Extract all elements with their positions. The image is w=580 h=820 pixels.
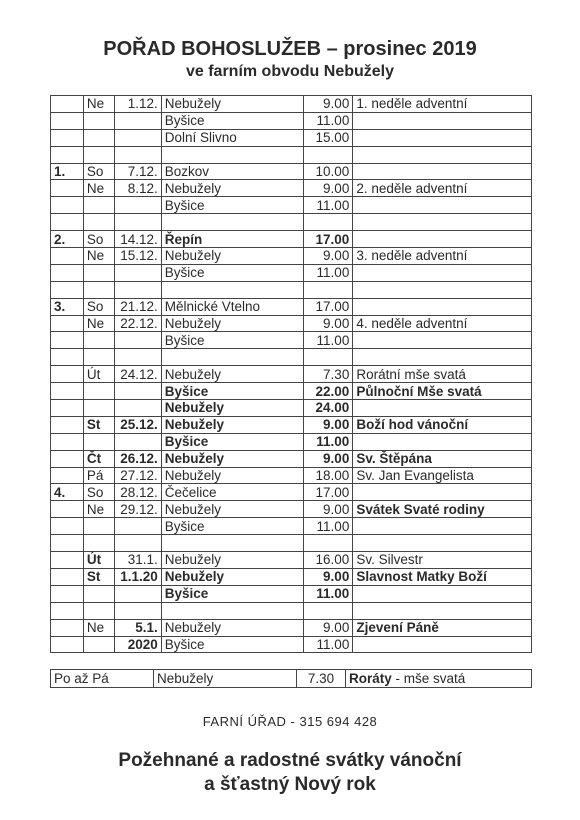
schedule-note [353,146,532,163]
schedule-row [51,433,532,450]
schedule-day: Út [83,366,114,383]
schedule-time: 11.00 [304,518,353,535]
schedule-date [114,383,161,400]
rorate-note [346,670,532,688]
schedule-note [353,129,532,146]
schedule-note: 1. neděle adventní [353,96,532,113]
schedule-week [51,180,84,197]
schedule-date [114,264,161,281]
schedule-week [51,112,84,129]
schedule-note: Rorátní mše svatá [353,366,532,383]
rorate-table [50,669,532,688]
schedule-day [83,602,114,619]
schedule-place [161,349,304,366]
schedule-note [353,433,532,450]
schedule-note [353,112,532,129]
schedule-date [114,146,161,163]
schedule-week [51,416,84,433]
greeting-line-2: a šťastný Nový rok [204,774,376,795]
schedule-time: 17.00 [304,231,353,248]
schedule-day: So [83,298,114,315]
schedule-week [51,501,84,518]
schedule-row [51,400,532,417]
schedule-date [114,535,161,552]
schedule-day [83,535,114,552]
schedule-day: Ne [83,248,114,265]
schedule-week [51,315,84,332]
schedule-week [51,568,84,585]
rorate-days: Po až Pá [51,670,154,688]
schedule-row [51,96,532,113]
schedule-week: 4. [51,484,84,501]
schedule-week [51,450,84,467]
schedule-time: 11.00 [304,433,353,450]
schedule-time: 9.00 [304,315,353,332]
schedule-week [51,383,84,400]
schedule-place: Byšice [161,264,304,281]
schedule-day: Ne [83,619,114,636]
schedule-day: So [83,231,114,248]
schedule-row [51,467,532,484]
parish-office-contact: FARNÍ ÚŘAD - 315 694 428 [202,714,378,729]
schedule-time: 9.00 [304,619,353,636]
schedule-time: 9.00 [304,248,353,265]
schedule-row [51,315,532,332]
schedule-week [51,214,84,231]
schedule-place: Nebužely [161,400,304,417]
schedule-place: Nebužely [161,552,304,569]
schedule-day: Ne [83,501,114,518]
schedule-place: Nebužely [161,619,304,636]
schedule-row [51,518,532,535]
schedule-row [51,450,532,467]
schedule-time: 7.30 [304,366,353,383]
schedule-week [51,400,84,417]
schedule-row [51,501,532,518]
schedule-place: Nebužely [161,467,304,484]
schedule-body [51,96,532,653]
schedule-note [353,484,532,501]
schedule-day: Út [83,552,114,569]
schedule-date: 15.12. [114,248,161,265]
schedule-day: Ne [83,180,114,197]
schedule-date: 5.1. [114,619,161,636]
schedule-note [353,636,532,653]
schedule-place [161,281,304,298]
schedule-day: St [83,416,114,433]
schedule-row [51,281,532,298]
schedule-date: 1.1.20 [114,568,161,585]
schedule-week [51,129,84,146]
schedule-note [353,518,532,535]
schedule-place: Byšice [161,112,304,129]
schedule-note [353,400,532,417]
schedule-week [51,518,84,535]
schedule-time [304,281,353,298]
schedule-note: 4. neděle adventní [353,315,532,332]
schedule-time: 11.00 [304,112,353,129]
schedule-week [51,332,84,349]
schedule-date: 25.12. [114,416,161,433]
schedule-date [114,281,161,298]
schedule-week [51,535,84,552]
schedule-day: Čt [83,450,114,467]
schedule-week [51,585,84,602]
schedule-place: Byšice [161,383,304,400]
schedule-note [353,281,532,298]
schedule-place [161,602,304,619]
schedule-table [50,95,532,653]
schedule-place: Nebužely [161,366,304,383]
schedule-note: Boží hod vánoční [353,416,532,433]
schedule-place: Byšice [161,585,304,602]
schedule-row [51,146,532,163]
schedule-date [114,332,161,349]
schedule-place [161,535,304,552]
schedule-place: Byšice [161,332,304,349]
schedule-note: Půlnoční Mše svatá [353,383,532,400]
schedule-place: Bozkov [161,163,304,180]
schedule-day [83,585,114,602]
schedule-row [51,112,532,129]
schedule-date: 24.12. [114,366,161,383]
schedule-week [51,146,84,163]
schedule-week [51,636,84,653]
schedule-row [51,535,532,552]
schedule-place: Řepín [161,231,304,248]
schedule-place: Nebužely [161,96,304,113]
schedule-note [353,231,532,248]
schedule-time [304,535,353,552]
schedule-row [51,264,532,281]
schedule-time: 9.00 [304,416,353,433]
schedule-place: Nebužely [161,248,304,265]
schedule-day [83,264,114,281]
schedule-place: Nebužely [161,501,304,518]
schedule-time: 11.00 [304,264,353,281]
schedule-day: St [83,568,114,585]
schedule-time: 17.00 [304,484,353,501]
schedule-date: 8.12. [114,180,161,197]
schedule-row [51,197,532,214]
schedule-date: 14.12. [114,231,161,248]
schedule-note [353,349,532,366]
schedule-place: Nebužely [161,450,304,467]
schedule-time [304,349,353,366]
schedule-row [51,383,532,400]
schedule-note: Zjevení Páně [353,619,532,636]
schedule-place [161,146,304,163]
schedule-date: 31.1. [114,552,161,569]
schedule-date [114,400,161,417]
schedule-note [353,332,532,349]
schedule-place: Nebužely [161,416,304,433]
schedule-time: 17.00 [304,298,353,315]
schedule-week: 2. [51,231,84,248]
schedule-day [83,146,114,163]
schedule-place: Nebužely [161,568,304,585]
schedule-date [114,602,161,619]
schedule-time: 11.00 [304,332,353,349]
schedule-week [51,281,84,298]
page-title: POŘAD BOHOSLUŽEB – prosinec 2019 [103,38,477,60]
schedule-row [51,484,532,501]
schedule-day: Ne [83,315,114,332]
schedule-day: So [83,163,114,180]
schedule-row [51,349,532,366]
schedule-day [83,518,114,535]
schedule-note [353,214,532,231]
schedule-row [51,552,532,569]
schedule-date: 7.12. [114,163,161,180]
schedule-place: Nebužely [161,180,304,197]
schedule-date: 22.12. [114,315,161,332]
schedule-row [51,619,532,636]
schedule-time: 15.00 [304,129,353,146]
schedule-date: 26.12. [114,450,161,467]
schedule-note [353,163,532,180]
schedule-place: Byšice [161,636,304,653]
schedule-row [51,568,532,585]
schedule-date: 1.12. [114,96,161,113]
schedule-place: Dolní Slivno [161,129,304,146]
schedule-note [353,264,532,281]
schedule-row [51,180,532,197]
schedule-place [161,214,304,231]
schedule-note: 3. neděle adventní [353,248,532,265]
rorate-time: 7.30 [297,670,346,688]
schedule-note [353,585,532,602]
schedule-place: Byšice [161,433,304,450]
schedule-note: 2. neděle adventní [353,180,532,197]
schedule-note [353,602,532,619]
schedule-row [51,163,532,180]
schedule-row [51,214,532,231]
schedule-day [83,214,114,231]
schedule-row [51,231,532,248]
schedule-note: Svátek Svaté rodiny [353,501,532,518]
schedule-row [51,636,532,653]
schedule-place: Byšice [161,518,304,535]
schedule-time: 11.00 [304,197,353,214]
schedule-time: 24.00 [304,400,353,417]
schedule-day [83,636,114,653]
rorate-row [51,670,532,688]
schedule-row [51,366,532,383]
schedule-time: 9.00 [304,96,353,113]
schedule-day [83,112,114,129]
schedule-week [51,366,84,383]
schedule-time [304,602,353,619]
schedule-row [51,585,532,602]
greeting-line-1: Požehnané a radostné svátky vánoční [118,750,462,771]
schedule-time: 16.00 [304,552,353,569]
schedule-date [114,585,161,602]
schedule-note: Sv. Silvestr [353,552,532,569]
schedule-week [51,264,84,281]
schedule-place: Byšice [161,197,304,214]
schedule-note [353,298,532,315]
schedule-time [304,214,353,231]
schedule-note: Slavnost Matky Boží [353,568,532,585]
schedule-note: Sv. Štěpána [353,450,532,467]
schedule-day [83,129,114,146]
schedule-date [114,518,161,535]
schedule-week [51,619,84,636]
schedule-date [114,197,161,214]
schedule-time: 9.00 [304,568,353,585]
schedule-day [83,281,114,298]
schedule-date [114,129,161,146]
schedule-day [83,349,114,366]
schedule-row [51,129,532,146]
schedule-day [83,383,114,400]
schedule-day [83,197,114,214]
schedule-time: 9.00 [304,450,353,467]
schedule-place: Nebužely [161,315,304,332]
schedule-row [51,298,532,315]
rorate-place: Nebužely [154,670,297,688]
schedule-date: 28.12. [114,484,161,501]
schedule-date: 27.12. [114,467,161,484]
schedule-date [114,433,161,450]
schedule-week [51,467,84,484]
schedule-week [51,96,84,113]
schedule-day [83,433,114,450]
schedule-time: 11.00 [304,636,353,653]
page-subtitle: ve farním obvodu Nebužely [185,63,395,80]
schedule-week [51,602,84,619]
schedule-date [114,214,161,231]
schedule-note [353,535,532,552]
schedule-day: Ne [83,96,114,113]
schedule-day: So [83,484,114,501]
schedule-date: 2020 [114,636,161,653]
schedule-row [51,248,532,265]
schedule-row [51,332,532,349]
schedule-note [353,197,532,214]
schedule-time: 22.00 [304,383,353,400]
schedule-time: 10.00 [304,163,353,180]
schedule-day: Pá [83,467,114,484]
rorate-note-bold: Roráty [349,671,392,686]
schedule-place: Čečelice [161,484,304,501]
schedule-date: 29.12. [114,501,161,518]
schedule-time: 11.00 [304,585,353,602]
schedule-time: 9.00 [304,501,353,518]
schedule-week: 1. [51,163,84,180]
schedule-date [114,349,161,366]
rorate-note-rest: - mše svatá [391,671,466,686]
schedule-time [304,146,353,163]
schedule-row [51,416,532,433]
schedule-day [83,400,114,417]
schedule-date [114,112,161,129]
schedule-week [51,197,84,214]
schedule-note: Sv. Jan Evangelista [353,467,532,484]
schedule-time: 9.00 [304,180,353,197]
schedule-day [83,332,114,349]
schedule-row [51,602,532,619]
schedule-week [51,248,84,265]
schedule-week [51,433,84,450]
schedule-place: Mělnické Vtelno [161,298,304,315]
schedule-week [51,349,84,366]
schedule-week: 3. [51,298,84,315]
schedule-week [51,552,84,569]
schedule-time: 18.00 [304,467,353,484]
schedule-date: 21.12. [114,298,161,315]
